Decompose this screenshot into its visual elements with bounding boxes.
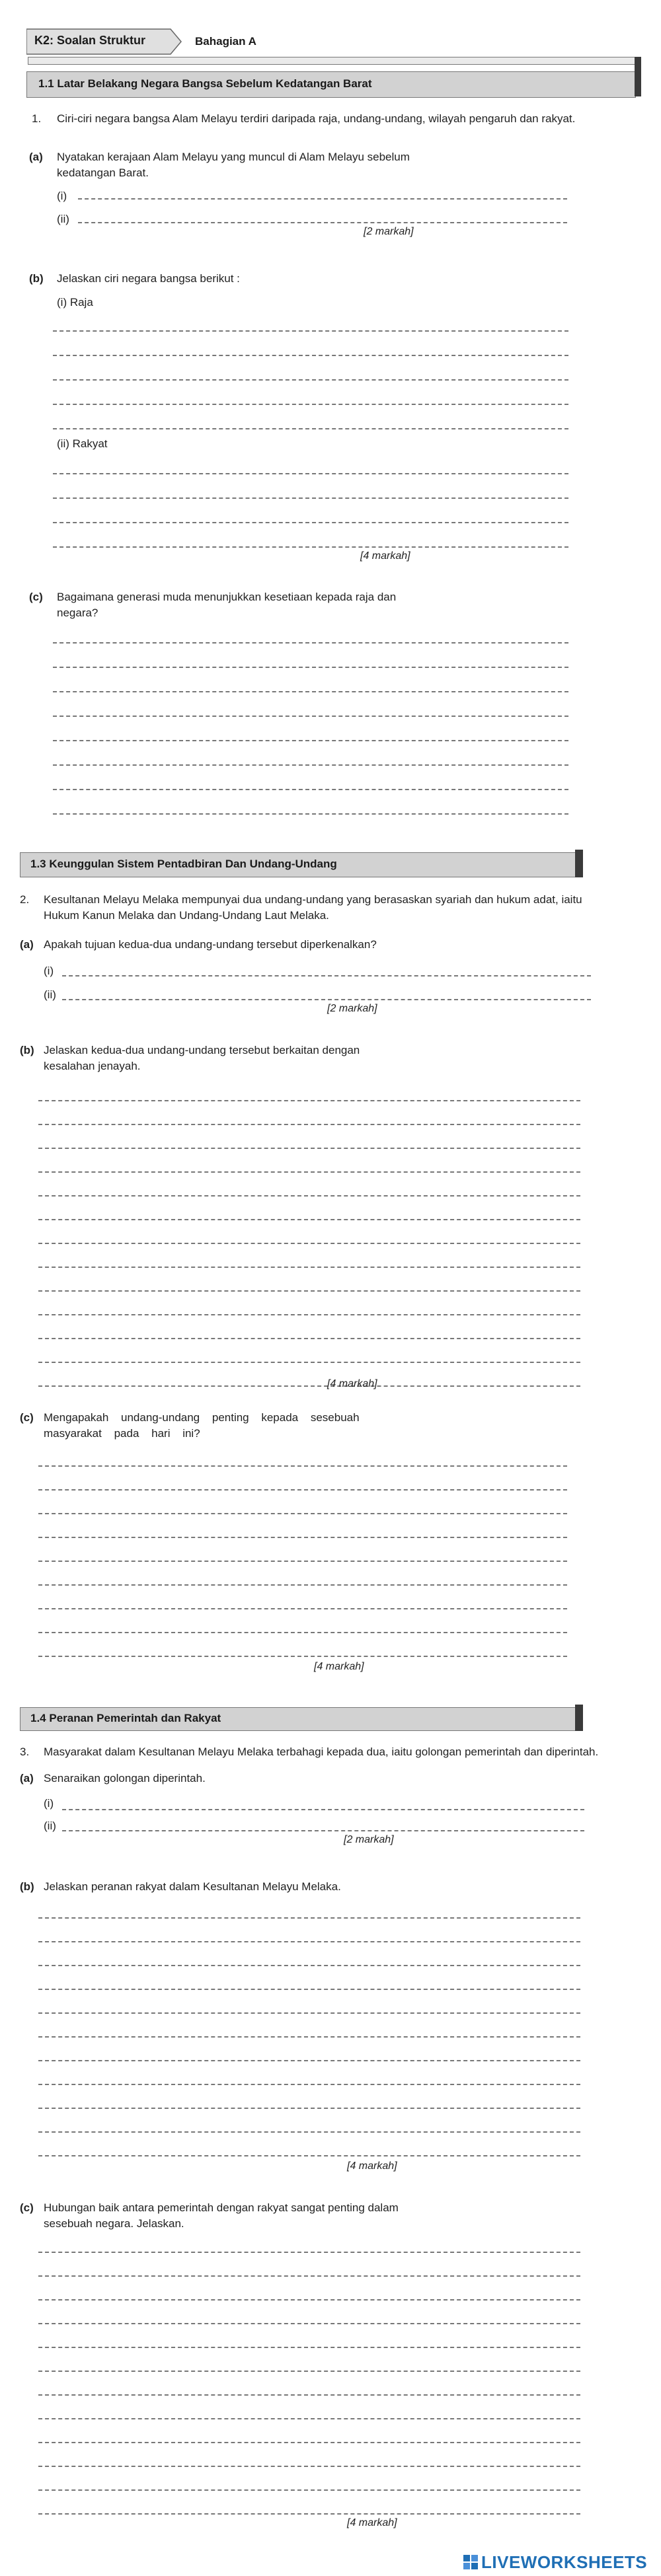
q1b-text: Jelaskan ciri negara bangsa berikut :	[57, 272, 240, 285]
header-tab-label: K2: Soalan Struktur	[34, 34, 146, 47]
section-1-bar-edge	[635, 57, 641, 96]
q2c-label: (c)	[20, 1411, 34, 1424]
q2a-i-answer-line[interactable]	[62, 975, 591, 976]
liveworksheets-logo-icon	[463, 2554, 480, 2571]
section-1-title: 1.1 Latar Belakang Negara Bangsa Sebelum Kedatangan Barat	[38, 77, 372, 90]
q1b-label: (b)	[29, 272, 44, 285]
liveworksheets-logo-text: LIVEWORKSHEETS	[481, 2552, 648, 2572]
q1a-ii-label: (ii)	[57, 213, 69, 225]
q2a-ii-label: (ii)	[44, 988, 56, 1001]
q3a-ii-label: (ii)	[44, 1820, 56, 1832]
q3b-text: Jelaskan peranan rakyat dalam Kesultanan Melayu Melaka.	[44, 1880, 341, 1893]
q2-stem: Kesultanan Melayu Melaka mempunyai dua undang-undang yang berasaskan syariah dan hukum adat, iaitu Hukum Kanun Melaka dan Undang-Undang Laut Melaka.	[44, 893, 582, 922]
q3a-ii-answer-line[interactable]	[62, 1830, 584, 1831]
q2b-label: (b)	[20, 1044, 34, 1056]
q2b-text: Jelaskan kedua-dua undang-undang tersebut berkaitan dengan kesalahan jenayah.	[44, 1044, 360, 1072]
q1a-i-answer-line[interactable]	[78, 198, 567, 200]
q2a-marks: [2 markah]	[327, 1003, 377, 1014]
q1a-marks: [2 markah]	[364, 226, 414, 237]
q2-number: 2.	[20, 893, 30, 906]
q3c-text: Hubungan baik antara pemerintah dengan rakyat sangat penting dalam sesebuah negara. Jelaskan.	[44, 2201, 399, 2230]
q3a-i-label: (i)	[44, 1797, 54, 1810]
q3-stem: Masyarakat dalam Kesultanan Melayu Melaka terbahagi kepada dua, iaitu golongan pemerintah dan diperintah.	[44, 1746, 599, 1758]
q1c-text: Bagaimana generasi muda menunjukkan kesetiaan kepada raja dan negara?	[57, 591, 397, 619]
q3a-label: (a)	[20, 1772, 34, 1785]
q1a-text: Nyatakan kerajaan Alam Melayu yang muncul di Alam Melayu sebelum kedatangan Barat.	[57, 151, 410, 179]
q1b-i-label: (i) Raja	[57, 296, 93, 309]
q1-stem: Ciri-ciri negara bangsa Alam Melayu terdiri daripada raja, undang-undang, wilayah pengaruh dan rakyat.	[57, 112, 576, 125]
section-3-title: 1.4 Peranan Pemerintah dan Rakyat	[30, 1712, 221, 1724]
q2c-text: Mengapakah undang-undang penting kepada sesebuah masyarakat pada hari ini?	[44, 1411, 360, 1440]
q1b-ii-label: (ii) Rakyat	[57, 437, 108, 450]
section-3-bar-edge	[575, 1705, 583, 1731]
q3a-text: Senaraikan golongan diperintah.	[44, 1772, 206, 1785]
q3b-label: (b)	[20, 1880, 34, 1893]
q3a-marks: [2 markah]	[344, 1834, 394, 1845]
q1-number: 1.	[32, 112, 42, 125]
q3a-i-answer-line[interactable]	[62, 1809, 584, 1810]
section-2-bar-edge	[575, 850, 583, 877]
q3c-label: (c)	[20, 2201, 34, 2214]
q1a-i-label: (i)	[57, 190, 67, 202]
q1a-label: (a)	[29, 151, 43, 163]
q3-number: 3.	[20, 1746, 30, 1758]
q2a-text: Apakah tujuan kedua-dua undang-undang tersebut diperkenalkan?	[44, 938, 377, 951]
q2b-marks: [4 markah]	[327, 1378, 377, 1389]
q1b-marks: [4 markah]	[360, 550, 410, 562]
q2a-i-label: (i)	[44, 965, 54, 977]
q1a-ii-answer-line[interactable]	[78, 222, 567, 223]
q2a-label: (a)	[20, 938, 34, 951]
section-2-title: 1.3 Keunggulan Sistem Pentadbiran Dan Undang-Undang	[30, 858, 337, 870]
q2a-ii-answer-line[interactable]	[62, 999, 591, 1000]
q2c-marks: [4 markah]	[314, 1661, 364, 1672]
q3b-marks: [4 markah]	[347, 2160, 397, 2172]
header-underline	[28, 57, 637, 65]
q3c-marks: [4 markah]	[347, 2517, 397, 2528]
q1c-label: (c)	[29, 591, 43, 603]
part-label: Bahagian A	[195, 35, 256, 48]
